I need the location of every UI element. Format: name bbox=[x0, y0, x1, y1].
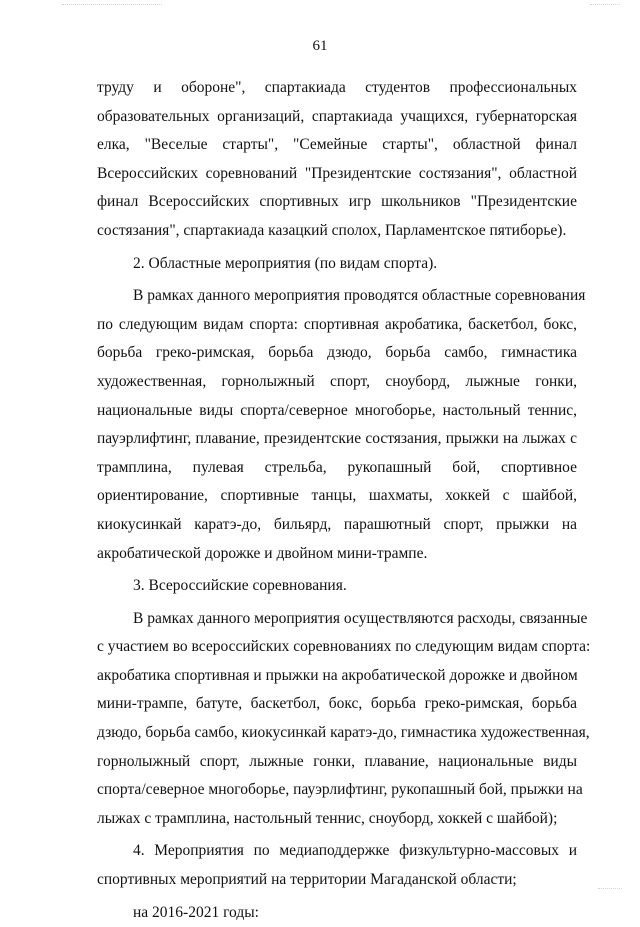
text-line: художественная, горнолыжный спорт, сноуборд, лыжные гонки, bbox=[97, 372, 577, 390]
text-line: трамплина, пулевая стрельба, рукопашный бой, спортивное bbox=[97, 458, 577, 476]
text-line: национальные виды спорта/северное многоборье, настольный теннис, bbox=[97, 401, 577, 419]
text-line: елка, "Веселые старты", "Семейные старты", областной финал bbox=[97, 136, 577, 154]
text-line: по следующим видам спорта: спортивная акробатика, баскетбол, бокс, bbox=[97, 315, 577, 333]
text-line: горнолыжный спорт, лыжные гонки, плавание, национальные виды bbox=[97, 752, 577, 770]
text-line: 4. Мероприятия по медиаподдержке физкультурно-массовых и bbox=[133, 842, 577, 860]
paragraph-national-competitions bbox=[97, 605, 591, 834]
text-line: спортивных мероприятий на территории Магаданской области; bbox=[97, 871, 517, 889]
item-national-competitions-heading bbox=[97, 572, 577, 601]
text-line: пауэрлифтинг, плавание, президентские состязания, прыжки на лыжах с bbox=[97, 430, 577, 448]
text-line: финал Всероссийских спортивных игр школьников "Президентские bbox=[97, 193, 577, 211]
text-line: Всероссийских соревнований "Президентские состязания", областной bbox=[97, 164, 577, 182]
text-line: мини-трампе, батуте, баскетбол, бокс, борьба греко-римская, борьба bbox=[97, 695, 577, 713]
text-line: В рамках данного мероприятия осуществляются расходы, связанные bbox=[133, 609, 588, 627]
item-regional-events-heading bbox=[97, 250, 577, 279]
text-line: борьба греко-римская, борьба дзюдо, борьба самбо, гимнастика bbox=[97, 344, 577, 362]
text-line: акробатической дорожке и двойном мини-трампе. bbox=[97, 544, 428, 562]
item-media-support bbox=[97, 837, 577, 894]
document-body bbox=[97, 74, 591, 927]
text-line: спорта/северное многоборье, пауэрлифтинг, рукопашный бой, прыжки на bbox=[97, 781, 583, 799]
text-line: ориентирование, спортивные танцы, шахматы, хоккей с шайбой, bbox=[97, 487, 577, 505]
text-line: лыжах с трамплина, настольный теннис, сноуборд, хоккей с шайбой); bbox=[97, 809, 558, 827]
text-line: дзюдо, борьба самбо, киокусинкай каратэ-до, гимнастика художественная, bbox=[97, 724, 590, 742]
text-line: 2. Областные мероприятия (по видам спорта). bbox=[133, 254, 438, 272]
text-line: с участием во всероссийских соревнованиях по следующим видам спорта: bbox=[97, 638, 591, 656]
page-number: 61 bbox=[312, 38, 328, 54]
text-line: В рамках данного мероприятия проводятся областные соревнования bbox=[133, 287, 586, 305]
text-line: труду и обороне", спартакиада студентов профессиональных bbox=[97, 79, 577, 96]
text-line: состязания", спартакиада казацкий сполох, Парламентское пятиборье). bbox=[97, 221, 567, 239]
paragraph-regional-competitions bbox=[97, 282, 586, 568]
text-line: 3. Всероссийские соревнования. bbox=[133, 577, 347, 595]
text-line: акробатика спортивная и прыжки на акробатической дорожке и двойном bbox=[97, 666, 578, 684]
paragraph-events-continuation bbox=[97, 74, 577, 246]
scan-artifact-top-right bbox=[590, 4, 620, 6]
text-line: киокусинкай каратэ-до, бильярд, парашютный спорт, прыжки на bbox=[97, 515, 577, 533]
scan-artifact-top-left bbox=[62, 4, 162, 6]
text-line: на 2016-2021 годы: bbox=[133, 903, 259, 921]
scan-artifact-bottom-right bbox=[598, 888, 622, 890]
text-line: образовательных организаций, спартакиада учащихся, губернаторская bbox=[97, 107, 577, 125]
period-label bbox=[97, 899, 577, 927]
